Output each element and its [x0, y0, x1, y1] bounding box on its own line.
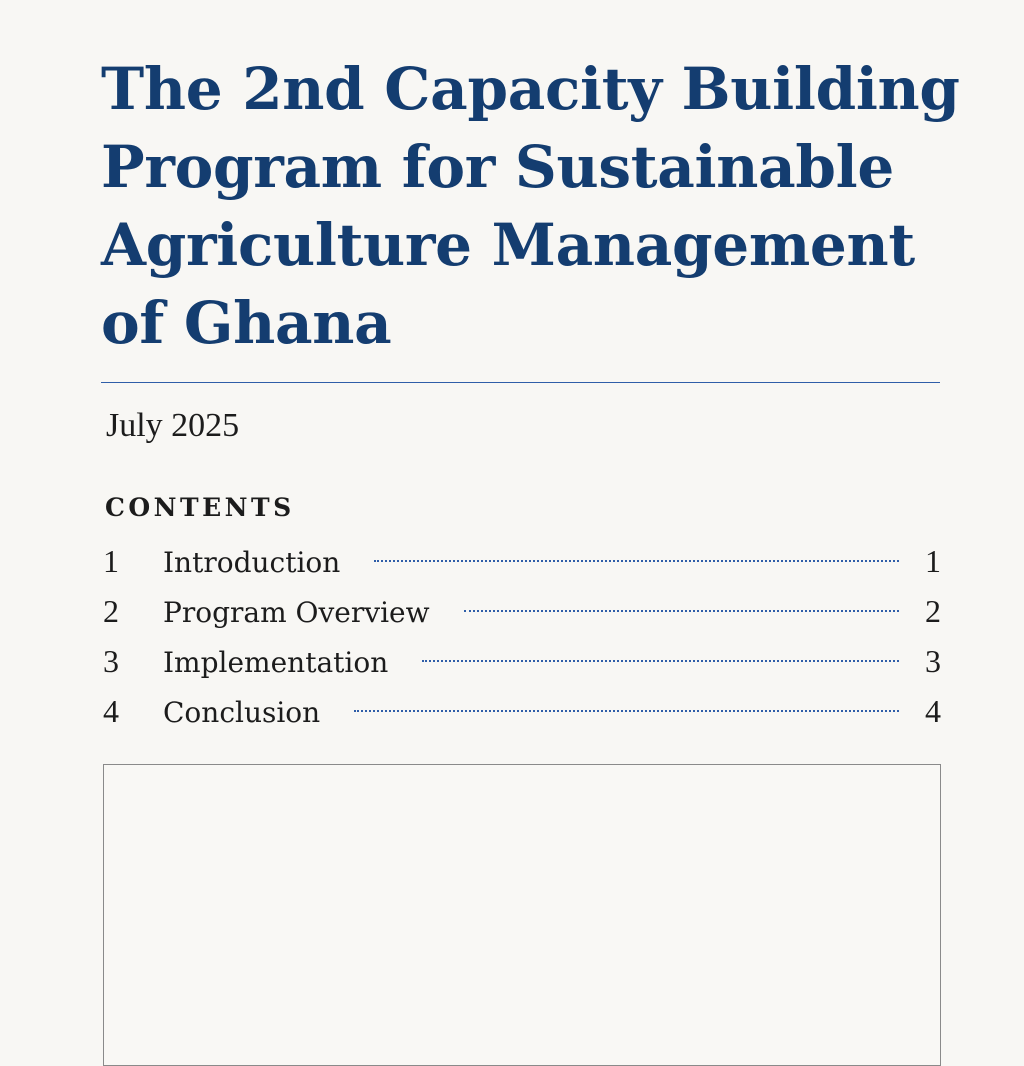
toc-entry-label: Introduction	[163, 546, 341, 579]
toc-entry-page: 3	[925, 643, 941, 679]
title-divider	[101, 382, 940, 383]
figure-frame	[103, 764, 941, 1066]
toc-entry-number: 2	[103, 593, 119, 629]
toc-entry-number: 3	[103, 643, 119, 679]
toc-entry-number: 4	[103, 693, 119, 729]
document-date: July 2025	[106, 407, 240, 444]
table-of-contents	[103, 536, 941, 736]
toc-dot-leader	[374, 560, 899, 562]
toc-entry-page: 4	[925, 693, 941, 729]
toc-dot-leader	[464, 610, 899, 612]
toc-entry-page: 2	[925, 593, 941, 629]
toc-entry-label: Conclusion	[163, 696, 321, 729]
toc-entry-label: Program Overview	[163, 596, 430, 629]
toc-entry-implementation[interactable]	[103, 636, 941, 686]
toc-dot-leader	[422, 660, 899, 662]
toc-entry-label: Implementation	[163, 646, 389, 679]
toc-entry-conclusion[interactable]	[103, 686, 941, 736]
toc-entry-page: 1	[925, 543, 941, 579]
toc-entry-program-overview[interactable]	[103, 586, 941, 636]
toc-dot-leader	[354, 710, 899, 712]
contents-heading: CONTENTS	[105, 493, 295, 522]
document-title: The 2nd Capacity Building Program for Sustainable Agriculture Management of Ghana	[101, 55, 960, 357]
toc-entry-number: 1	[103, 543, 119, 579]
toc-entry-introduction[interactable]	[103, 536, 941, 586]
